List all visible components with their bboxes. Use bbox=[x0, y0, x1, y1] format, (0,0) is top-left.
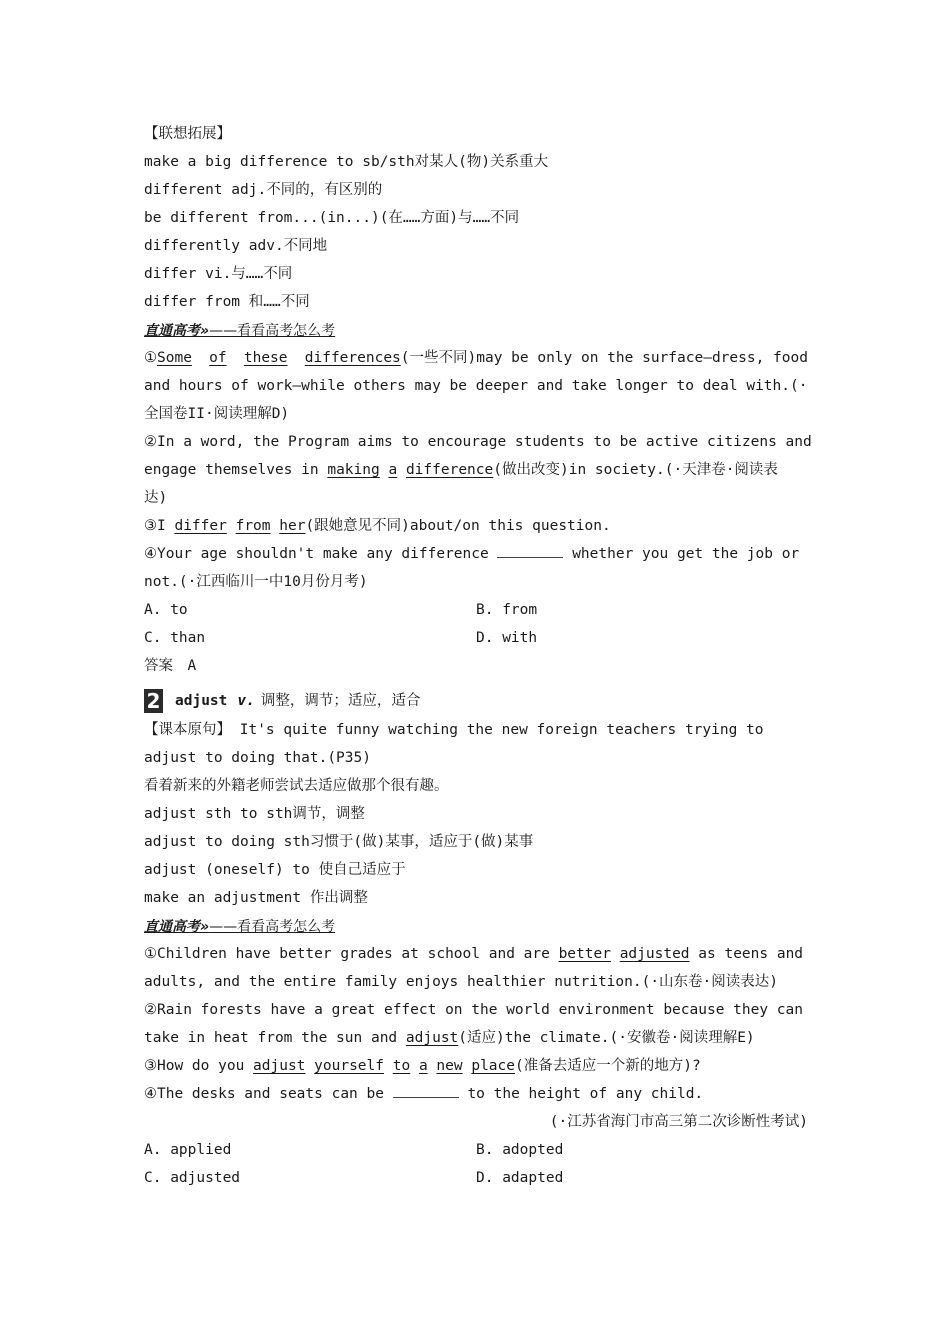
option-a: A. applied bbox=[144, 1142, 232, 1158]
answer-blank bbox=[393, 1083, 459, 1098]
option-b: B. adopted bbox=[476, 1142, 564, 1158]
question-2-line-2: engage themselves in making a difference(做出改变)in society.(·天津卷·阅读表 bbox=[144, 462, 778, 478]
answer-blank bbox=[497, 543, 563, 558]
expand-line: differ vi.与……不同 bbox=[144, 266, 293, 282]
options-row bbox=[144, 596, 808, 624]
translation: 看着新来的外籍老师尝试去适应做那个很有趣。 bbox=[144, 778, 449, 794]
entry-word: adjust bbox=[175, 693, 228, 709]
exam-tag: 直通高考» bbox=[144, 323, 210, 339]
exam-header bbox=[144, 912, 808, 940]
expand-line: differ from 和……不同 bbox=[144, 294, 310, 310]
usage-line: adjust to doing sth习惯于(做)某事，适应于(做)某事 bbox=[144, 834, 534, 850]
option-b: B. from bbox=[476, 602, 538, 618]
question-3: ③How do you adjust yourself to a new place(准备去适应一个新的地方)? bbox=[144, 1058, 701, 1074]
options-row bbox=[144, 1164, 808, 1192]
option-d: D. adapted bbox=[476, 1170, 564, 1186]
expand-line: be different from...(in...)(在……方面)与……不同 bbox=[144, 210, 520, 226]
answer: 答案 A bbox=[144, 658, 197, 674]
question-2-line-2: take in heat from the sun and adjust(适应)the climate.(·安徽卷·阅读理解E) bbox=[144, 1030, 755, 1046]
entry-number-badge: 2 bbox=[144, 689, 163, 713]
exam-subtitle: ——看看高考怎么考 bbox=[209, 323, 336, 339]
textbook-label: 【课本原句】 bbox=[144, 722, 231, 738]
question-4-source: (·江苏省海门市高三第二次诊断性考试) bbox=[549, 1114, 808, 1130]
question-4-line-1: ④Your age shouldn't make any difference whether you get the job or bbox=[144, 540, 808, 568]
question-1-line-1: ①Some of these differences(一些不同)may be only on the surface—dress, food bbox=[144, 350, 808, 366]
exam-subtitle: ——看看高考怎么考 bbox=[209, 919, 336, 935]
question-1-line-2: adults, and the entire family enjoys healthier nutrition.(·山东卷·阅读表达) bbox=[144, 974, 779, 990]
exam-header bbox=[144, 316, 808, 344]
entry-pos: v. bbox=[237, 693, 255, 709]
document-page bbox=[144, 120, 812, 1192]
expand-line: differently adv.不同地 bbox=[144, 238, 328, 254]
option-c: C. than bbox=[144, 630, 206, 646]
question-4-line-2: not.(·江西临川一中10月份月考) bbox=[144, 574, 368, 590]
expand-title: 【联想拓展】 bbox=[144, 126, 231, 142]
option-d: D. with bbox=[476, 630, 538, 646]
question-1-line-3: 全国卷II·阅读理解D) bbox=[144, 406, 290, 422]
question-2-line-3: 达) bbox=[144, 490, 168, 506]
question-1-line-1: ①Children have better grades at school and are better adjusted as teens and bbox=[144, 946, 804, 962]
textbook-line-2: adjust to doing that.(P35) bbox=[144, 750, 371, 766]
usage-line: adjust (oneself) to 使自己适应于 bbox=[144, 862, 406, 878]
usage-line: make an adjustment 作出调整 bbox=[144, 890, 368, 906]
options-row bbox=[144, 1136, 808, 1164]
option-a: A. to bbox=[144, 602, 188, 618]
exam-tag: 直通高考» bbox=[144, 919, 210, 935]
option-c: C. adjusted bbox=[144, 1170, 241, 1186]
expand-line: different adj.不同的，有区别的 bbox=[144, 182, 383, 198]
expand-line: make a big difference to sb/sth对某人(物)关系重大 bbox=[144, 154, 549, 170]
question-4-line-1: ④The desks and seats can be to the height of any child. bbox=[144, 1080, 808, 1108]
question-3: ③I differ from her(跟她意见不同)about/on this question. bbox=[144, 518, 611, 534]
question-2-line-1: ②Rain forests have a great effect on the world environment because they can bbox=[144, 1002, 803, 1018]
usage-line: adjust sth to sth调节，调整 bbox=[144, 806, 365, 822]
entry-meaning: 调整，调节；适应，适合 bbox=[260, 693, 421, 709]
entry-heading bbox=[144, 686, 808, 716]
question-2-line-1: ②In a word, the Program aims to encourage students to be active citizens and bbox=[144, 434, 812, 450]
textbook-line-1: 【课本原句】 It's quite funny watching the new foreign teachers trying to bbox=[144, 722, 764, 738]
question-1-line-2: and hours of work—while others may be deeper and take longer to deal with.(· bbox=[144, 378, 808, 394]
options-row bbox=[144, 624, 808, 652]
